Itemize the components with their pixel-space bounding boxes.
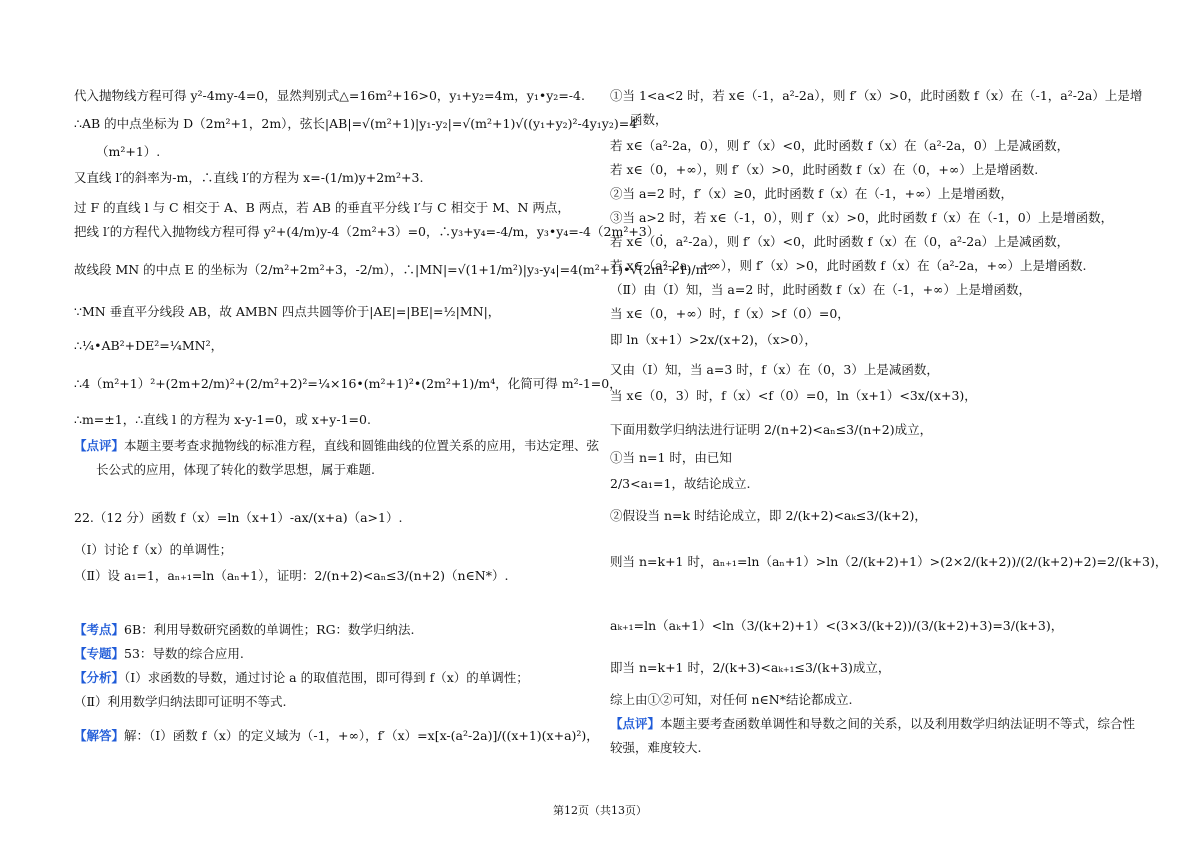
line-text: 把线 l′的方程代入抛物线方程可得 y²+(4/m)y-4（2m²+3）=0，∴y₃+y₄=-4/m，y₃•y₄=-4（2m²+3）. xyxy=(74,224,664,239)
text-line xyxy=(610,258,1087,274)
text-line xyxy=(610,234,1069,250)
text-line xyxy=(610,210,1113,226)
text-line xyxy=(74,338,223,354)
line-text: 较强，难度较大. xyxy=(610,740,702,755)
section-tag: 【专题】 xyxy=(74,646,125,661)
section-tag: 【点评】 xyxy=(610,716,661,731)
line-text: 解：（Ⅰ）函数 f（x）的定义域为（-1，+∞），f′（x）=x[x-(a²-2a)]/((x+1)(x+a)²)， xyxy=(124,728,599,743)
text-line xyxy=(74,622,415,638)
text-line xyxy=(610,618,1063,634)
line-text: ①当 n=1 时，由已知 xyxy=(610,450,732,465)
line-text: ∴4（m²+1）²+(2m+2/m)²+(2/m²+2)²=¼×16•(m²+1)²•(2m²+1)/m⁴，化简可得 m²-1=0， xyxy=(74,376,622,391)
text-line xyxy=(74,224,663,240)
line-text: ∴AB 的中点坐标为 D（2m²+1，2m），弦长|AB|=√(m²+1)|y₁-y₂|=√(m²+1)√((y₁+y₂)²-4y₁y₂)=4 xyxy=(74,116,638,131)
line-text: ∴m=±1，∴直线 l 的方程为 x-y-1=0，或 x+y-1=0. xyxy=(74,412,371,427)
line-text: 2/3<a₁=1，故结论成立. xyxy=(610,476,751,491)
text-line xyxy=(610,388,977,404)
line-text: 6B：利用导数研究函数的单调性；RG：数学归纳法. xyxy=(124,622,415,637)
section-tag: 【分析】 xyxy=(74,670,125,685)
page-footer: 第12页（共13页） xyxy=(553,804,647,817)
line-text: 即当 n=k+1 时，2/(k+3)<aₖ₊₁≤3/(k+3)成立， xyxy=(610,660,891,675)
line-text: 下面用数学归纳法进行证明 2/(n+2)<aₙ≤3/(n+2)成立， xyxy=(610,422,933,437)
text-line xyxy=(74,510,402,526)
line-text: 当 x∈（0，3）时，f（x）<f（0）=0，ln（x+1）<3x/(x+3)， xyxy=(610,388,977,403)
text-line xyxy=(610,282,1031,298)
text-line xyxy=(74,88,585,104)
text-line xyxy=(74,542,232,558)
line-text: 22.（12 分）函数 f（x）=ln（x+1）-ax/(x+a)（a>1）. xyxy=(74,510,403,525)
line-text: （m²+1）. xyxy=(96,144,161,159)
line-text: （Ⅰ）求函数的导数，通过讨论 a 的取值范围，即可得到 f（x）的单调性； xyxy=(124,670,529,685)
text-line xyxy=(96,462,375,478)
text-line xyxy=(610,88,1142,104)
section-tag: 【考点】 xyxy=(74,622,125,637)
text-line xyxy=(74,646,244,662)
line-text: 又由（Ⅰ）知，当 a=3 时，f（x）在（0，3）上是减函数， xyxy=(610,362,939,377)
text-line xyxy=(74,438,599,454)
line-text: 若 x∈（a²-2a，0），则 f′（x）<0，此时函数 f（x）在（a²-2a，0）上是减函数， xyxy=(610,138,1070,153)
right-column xyxy=(610,0,1168,848)
text-line xyxy=(610,332,817,348)
line-text: 当 x∈（0，+∞）时，f（x）>f（0）=0， xyxy=(610,306,850,321)
text-line xyxy=(74,170,423,186)
line-text: 代入抛物线方程可得 y²-4my-4=0，显然判别式△=16m²+16>0，y₁+y₂=4m，y₁•y₂=-4. xyxy=(74,88,585,103)
text-line xyxy=(610,138,1069,154)
line-text: 若 x∈（0，+∞），则 f′（x）>0，此时函数 f（x）在（0，+∞）上是增函数. xyxy=(610,162,1039,177)
line-text: ②当 a=2 时，f′（x）≥0，此时函数 f（x）在（-1，+∞）上是增函数， xyxy=(610,186,1013,201)
text-line xyxy=(610,554,1167,570)
line-text: （Ⅱ）利用数学归纳法即可证明不等式. xyxy=(74,694,287,709)
line-text: 过 F 的直线 l 与 C 相交于 A、B 两点，若 AB 的垂直平分线 l′与 C 相交于 M、N 两点， xyxy=(74,200,570,215)
text-line xyxy=(610,476,750,492)
text-line xyxy=(74,670,529,686)
text-line xyxy=(610,306,850,322)
line-text: ①当 1<a<2 时，若 x∈（-1，a²-2a），则 f′（x）>0，此时函数 f（x）在（-1，a²-2a）上是增 xyxy=(610,88,1143,103)
line-text: 若 x∈（0，a²-2a），则 f′（x）<0，此时函数 f（x）在（0，a²-2a）上是减函数， xyxy=(610,234,1070,249)
line-text: aₖ₊₁=ln（aₖ+1）<ln（3/(k+2)+1）<(3×3/(k+2))/(3/(k+2)+3)=3/(k+3)， xyxy=(610,618,1064,633)
text-line xyxy=(610,162,1038,178)
line-text: 本题主要考查函数单调性和导数之间的关系，以及利用数学归纳法证明不等式，综合性 xyxy=(660,716,1136,731)
text-line xyxy=(610,422,932,438)
text-line xyxy=(610,362,939,378)
line-text: ②假设当 n=k 时结论成立，即 2/(k+2)<aₖ≤3/(k+2)， xyxy=(610,508,927,523)
text-line xyxy=(610,450,732,466)
line-text: 综上由①②可知，对任何 n∈N*结论都成立. xyxy=(610,692,853,707)
line-text: 故线段 MN 的中点 E 的坐标为（2/m²+2m²+3，-2/m），∴|MN|=√(1+1/m²)|y₃-y₄|=4(m²+1)•√(2m²+1)/m² xyxy=(74,262,713,277)
text-line xyxy=(74,568,508,584)
text-line xyxy=(610,740,701,756)
line-text: 即 ln（x+1）>2x/(x+2)，（x>0）， xyxy=(610,332,817,347)
line-text: （Ⅰ）讨论 f（x）的单调性； xyxy=(74,542,233,557)
section-tag: 【点评】 xyxy=(74,438,125,453)
section-tag: 【解答】 xyxy=(74,728,125,743)
text-line xyxy=(610,692,852,708)
text-line xyxy=(74,694,286,710)
text-line xyxy=(610,186,1013,202)
text-line xyxy=(610,716,1135,732)
line-text: 53：导数的综合应用. xyxy=(124,646,244,661)
line-text: 本题主要考查求抛物线的标准方程，直线和圆锥曲线的位置关系的应用，韦达定理、弦 xyxy=(124,438,600,453)
text-line xyxy=(96,144,160,160)
line-text: ∴¼•AB²+DE²=¼MN²， xyxy=(74,338,224,353)
line-text: ∵MN 垂直平分线段 AB，故 AMBN 四点共圆等价于|AE|=|BE|=½|MN|， xyxy=(74,304,501,319)
text-line xyxy=(74,728,599,744)
text-line xyxy=(74,116,637,132)
text-line xyxy=(610,508,927,524)
line-text: 长公式的应用，体现了转化的数学思想，属于难题. xyxy=(96,462,375,477)
line-text: 若 x∈（a²-2a，+∞），则 f′（x）>0，此时函数 f（x）在（a²-2a，+∞）上是增函数. xyxy=(610,258,1087,273)
text-line xyxy=(74,376,622,392)
text-line xyxy=(630,112,668,128)
text-line xyxy=(74,304,500,320)
line-text: 函数， xyxy=(630,112,668,127)
line-text: 又直线 l′的斜率为-m，∴直线 l′的方程为 x=-(1/m)y+2m²+3. xyxy=(74,170,424,185)
text-line xyxy=(74,200,570,216)
text-line xyxy=(74,412,371,428)
line-text: （Ⅱ）由（Ⅰ）知，当 a=2 时，此时函数 f（x）在（-1，+∞）上是增函数， xyxy=(610,282,1031,297)
text-line xyxy=(610,660,890,676)
line-text: ③当 a>2 时，若 x∈（-1，0），则 f′（x）>0，此时函数 f（x）在（-1，0）上是增函数， xyxy=(610,210,1114,225)
line-text: （Ⅱ）设 a₁=1，aₙ₊₁=ln（aₙ+1），证明：2/(n+2)<aₙ≤3/(n+2)（n∈N*）. xyxy=(74,568,509,583)
line-text: 则当 n=k+1 时，aₙ₊₁=ln（aₙ+1）>ln（2/(k+2)+1）>(2×2/(k+2))/(2/(k+2)+2)=2/(k+3)， xyxy=(610,554,1168,569)
